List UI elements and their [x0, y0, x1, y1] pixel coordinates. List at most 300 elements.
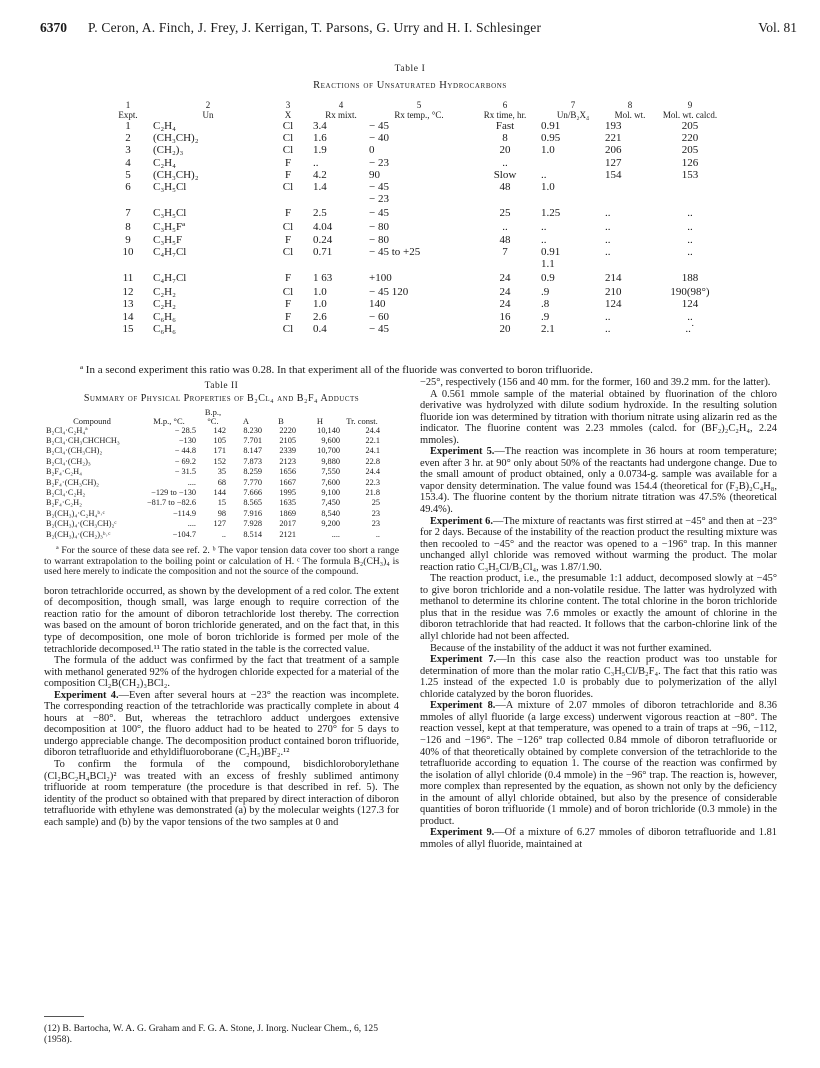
table1-cell: ..	[605, 310, 611, 323]
table2-cell: 152	[213, 456, 226, 466]
table2-cell: 9,880	[321, 456, 340, 466]
table2-cell: ..	[221, 529, 226, 539]
table1-cell: 127	[605, 156, 622, 169]
table1-cell: 1	[125, 120, 131, 132]
table2-cell: 2123	[279, 456, 296, 466]
table1-cell	[153, 258, 263, 270]
table2-cell: 2339	[279, 446, 296, 456]
experiment-5	[420, 446, 777, 515]
table2-cell: − 44.8	[174, 446, 196, 456]
table2-cell: B₂Cl₄·(CH₃CH)₂	[46, 446, 103, 456]
table1-cell: 193	[605, 120, 622, 132]
table1-cell: − 80	[369, 233, 389, 246]
table2	[44, 408, 382, 540]
table1-cell: 1.0	[541, 144, 555, 157]
table1-cell: 0.9	[541, 272, 555, 285]
table2-cell: −129 to −130	[151, 487, 196, 497]
table1-cell: 0.91	[541, 120, 561, 132]
table2-row	[44, 530, 382, 540]
table1-cell: Cl	[282, 144, 294, 157]
table1-cell: 0.71	[313, 245, 333, 258]
table1-cell: 124	[605, 298, 622, 311]
table2-cell: −114.9	[172, 508, 196, 518]
table1-label: Table I	[394, 64, 426, 74]
volume-label: Vol. 81	[758, 20, 797, 35]
table1-cell: C₆H₆	[153, 322, 176, 335]
table1-cell: Cl	[282, 120, 294, 132]
table1-column-number: 6	[502, 100, 508, 110]
table1-cell	[541, 157, 605, 169]
table1-cell: 1.0	[313, 286, 327, 299]
table1-cell	[469, 193, 541, 205]
table1-cell	[103, 193, 153, 205]
table1-cell	[605, 258, 655, 270]
table1-cell: 4	[125, 156, 131, 169]
table2-cell: 7.873	[243, 456, 262, 466]
table1-cell: 221	[605, 132, 622, 145]
table2-cell: 10,700	[317, 446, 340, 456]
table1-row	[103, 258, 725, 270]
table1-cell: 1 63	[313, 272, 333, 285]
experiment-5-label: Experiment 5.	[430, 446, 495, 458]
table2-row	[44, 426, 382, 436]
table1-cell: ..	[687, 221, 693, 234]
table1-cell: ..	[605, 322, 611, 335]
table1-cell: 2.5	[313, 207, 327, 220]
table1-cell: C₄H₇Cl	[153, 272, 187, 285]
table2-cell: − 69.2	[174, 456, 196, 466]
table1-cell: − 45	[369, 181, 389, 194]
table1-cell	[655, 181, 725, 193]
table1-cell: ..	[502, 156, 508, 169]
table1-cell: C₄H₇Cl	[153, 245, 187, 258]
table2-row	[44, 446, 382, 456]
table2-cell: 1635	[279, 498, 296, 508]
table2-row	[44, 467, 382, 477]
table1-cell: 90	[369, 168, 380, 181]
table2-cell: 9,600	[321, 435, 340, 445]
table1-cell: C₂H₂	[153, 298, 176, 311]
table1-cell: F	[284, 310, 292, 323]
table1-cell: ..	[605, 233, 611, 246]
table1-row	[103, 246, 725, 258]
table2-cell: ....	[331, 529, 340, 539]
experiment-6	[420, 516, 777, 574]
table2-cell: 144	[213, 487, 226, 497]
table2-cell: B₂F₄·C₂H₄	[46, 467, 83, 477]
table1-cell: Cl	[282, 132, 294, 145]
table2-cell: 7.666	[243, 487, 262, 497]
right-paragraph-3: The reaction product, i.e., the presumable 1:1 adduct, decomposed slowly at −45° to give boron trichloride and a non-volatile residue. The latter was hydrolyzed with methanol to determine its chlorine content. The total chlorine in the boron trichloride plus that in the residue was 7.6 mmoles or exactly the amount of chlorine in the diboron tetrachloride that had reacted. It follows that the carbon-chlorine link of the allyl chloride had not been affected.	[420, 573, 777, 643]
table1-cell: 1.1	[541, 258, 555, 271]
table1-column-number: 9	[687, 100, 693, 110]
table1-row	[103, 286, 725, 298]
table2-cell: B₂(CH₃)₄·(CH₂)₃ᵇ˒ᶜ	[46, 529, 111, 539]
table1-cell: 190(98°)	[670, 286, 710, 299]
table2-cell: 8.514	[243, 529, 262, 539]
table1-cell	[153, 193, 263, 205]
table1-cell: − 60	[369, 310, 389, 323]
table1-cell: ..	[687, 207, 693, 220]
table2-cell: 22.3	[365, 477, 380, 487]
table1-cell	[605, 193, 655, 205]
table1-column-number: 5	[416, 100, 422, 110]
table2-cell: − 28.5	[174, 425, 196, 435]
running-header	[40, 20, 797, 40]
table1-cell: C₆H₆	[153, 310, 176, 323]
page-number: 6370	[40, 20, 67, 35]
right-paragraph-2: A 0.561 mmole sample of the material obtained by fluorination of the chloro derivative was hydrolyzed with dilute sodium hydroxide. In the resulting solution fluoride ion was determined by titration with thorium nitrate using alizarin red as the indicator. The fluorine content was 2.23 mmoles (calcd. for (BF₂)₂C₂H₄, 2.24 mmoles).	[420, 388, 777, 446]
table1-cell: 6	[125, 181, 131, 194]
table2-row	[44, 498, 382, 508]
table2-cell: 2105	[279, 435, 296, 445]
table1-cell: ..	[541, 233, 547, 246]
table1-cell: C₂H₄	[153, 120, 176, 132]
table2-cell: B₂Cl₄·CH₃CHCHCH₃	[46, 435, 120, 445]
table1-cell: 1.9	[313, 144, 327, 157]
table2-row	[44, 488, 382, 498]
experiment-7-label: Experiment 7.	[430, 654, 497, 666]
table2-row	[44, 436, 382, 446]
table1-row	[103, 193, 725, 205]
table1-column-number: 1	[125, 100, 131, 110]
table1-cell: ..	[605, 245, 611, 258]
table1-cell: ..	[605, 221, 611, 234]
table1-cell: 24	[499, 286, 511, 299]
table1-row	[103, 221, 725, 233]
table1-cell: 2	[125, 132, 131, 145]
table1-cell: − 45 to +25	[369, 245, 421, 258]
experiment-9-text: —Of a mixture of 6.27 mmoles of diboron tetrafluoride and 1.81 mmoles of allyl fluoride, maintained at	[420, 827, 777, 850]
table1-cell: 7	[125, 207, 131, 220]
experiment-9-label: Experiment 9.	[430, 827, 495, 839]
table2-cell: ..	[375, 529, 380, 539]
table1-cell: 3	[125, 144, 131, 157]
table1-row	[103, 120, 725, 132]
table1-cell: ..	[541, 168, 547, 181]
table1-cell: .9	[541, 310, 550, 323]
table1-cell: 11	[122, 272, 134, 285]
right-paragraph-1: −25°, respectively (156 and 40 mm. for the former, 160 and 39.2 mm. for the latter).	[420, 377, 771, 388]
table2-cell: 105	[213, 435, 226, 445]
table1-cell: C₃H₅Cl	[153, 207, 187, 220]
table2-cell: − 31.5	[174, 467, 196, 477]
experiment-4	[44, 690, 399, 759]
table1-cell: 10	[122, 245, 134, 258]
table1-row	[103, 270, 725, 286]
table1-cell: .8	[541, 298, 550, 311]
table2-cell: B₂Cl₄·(CH₂)₃	[46, 456, 91, 466]
table1-cell: 24	[499, 298, 511, 311]
table1-row	[103, 157, 725, 169]
table1-cell: (CH₂)₃	[153, 144, 184, 157]
table1-cell: − 40	[369, 132, 389, 145]
table2-cell: 1869	[279, 508, 296, 518]
table2-cell: 2121	[279, 529, 296, 539]
table1-cell: 12	[122, 286, 134, 299]
table2-cell: B₂(CH₃)₄·(CH₃CH)₂ᶜ	[46, 519, 117, 529]
table1-cell: − 45	[369, 207, 389, 220]
table1-cell: +100	[369, 272, 392, 285]
table1-cell: 188	[681, 272, 699, 285]
table1-header-cell: Mol. wt.	[614, 110, 646, 120]
table2-title: Summary of Physical Properties of B₂Cl₄ and B₂F₄ Adducts	[83, 392, 360, 404]
table2-cell: 24.1	[365, 446, 380, 456]
table2-row	[44, 509, 382, 519]
table1-footnote: ª In a second experiment this ratio was 0.28. In that experiment all of the fluoride was converted to boron trifluoride.	[80, 364, 593, 376]
table1-cell: 1.6	[313, 132, 327, 145]
table1-cell: 126	[681, 156, 699, 169]
experiment-7-text: —In this case also the reaction product was too unstable for determination of more than the molar ratio C₃H₅Cl/B₂F₄. The fact that this ratio was 1.25 instead of the expected 1.0 is probably due to polymerization of the allyl chloride catalyzed by the boron fluorides.	[420, 654, 777, 700]
table1-cell: ..	[687, 233, 693, 246]
table1-cell: 15	[122, 322, 134, 335]
table2-cell: 7.928	[243, 519, 262, 529]
table1-cell: 0.95	[541, 132, 561, 145]
table2-cell: 7,600	[321, 477, 340, 487]
table1-cell: − 80	[369, 221, 389, 234]
experiment-4-text: —Even after several hours at −23° the reaction was incomplete. The corresponding reaction of the tetrachloride was practically complete in about 4 hours at −80°. But, whereas the tetrachloro adduct undergoes extensive decomposition at 100°, the fluoro adduct had to be heated to 270° for 5 days to undergo appreciable change. The decomposition product contained boron trifluoride, diboron tetrafluoride and ethyldifluoroborane (C₂H₅)BF₂.¹²	[44, 689, 399, 759]
table2-cell: 2017	[279, 519, 296, 529]
table1-cell: 1.0	[541, 181, 555, 194]
table1-cell: ..	[502, 221, 508, 234]
table1-cell: F	[284, 156, 292, 169]
table1-row	[103, 181, 725, 193]
table1-cell: 0.91	[541, 245, 561, 258]
table1-cell: 1.25	[541, 207, 561, 220]
table2-cell: 23	[371, 508, 380, 518]
right-column	[420, 377, 777, 850]
table1-cell: C₃H₅Cl	[153, 181, 187, 194]
table2-cell: 127	[213, 519, 226, 529]
experiment-8-label: Experiment 8.	[430, 700, 496, 712]
table2-cell: 9,200	[321, 519, 340, 529]
footnote-rule	[44, 1016, 84, 1017]
table1-cell: 8	[502, 132, 508, 145]
table2-cell: −104.7	[172, 529, 196, 539]
table1-cell: 140	[369, 298, 386, 311]
table1-cell	[263, 193, 313, 205]
table1-cell: 124	[681, 298, 699, 311]
table2-cell: 7.770	[243, 477, 262, 487]
table1-cell: C₃H₅F	[153, 233, 183, 246]
table1-row	[103, 144, 725, 156]
table1-cell: − 45 120	[369, 286, 409, 299]
table1-cell: ..	[605, 207, 611, 220]
table1-cell: (CH₃CH)₂	[153, 132, 199, 145]
table2-header-cell: Compound	[73, 415, 111, 426]
table1-column-number: 4	[338, 100, 344, 110]
table1-column-number: 8	[627, 100, 633, 110]
table2-cell: 24.4	[365, 467, 380, 477]
table1-row	[103, 323, 725, 335]
table1-cell: 1.0	[313, 298, 327, 311]
table1-cell: − 45	[369, 322, 389, 335]
table1-cell: − 23	[369, 193, 389, 206]
table1-column-number: 3	[285, 100, 291, 110]
table1-cell: C₃H₅Fª	[153, 221, 186, 234]
table1-cell: Cl	[282, 322, 294, 335]
table1-cell: 205	[681, 144, 699, 157]
table1-cell: 3.4	[313, 120, 327, 132]
table1-cell: − 45	[369, 120, 389, 132]
reference-12: (12) B. Bartocha, W. A. G. Graham and F. G. A. Stone, J. Inorg. Nuclear Chem., 6, 125 (1958).	[44, 1023, 378, 1045]
table1-cell: 5	[125, 168, 131, 181]
right-paragraph-4: Because of the instability of the adduct it was not further examined.	[430, 642, 712, 654]
experiment-6-label: Experiment 6.	[430, 515, 493, 527]
table1-title: Reactions of Unsaturated Hydrocarbons	[313, 80, 507, 91]
table1-row	[103, 234, 725, 246]
table1-row	[103, 132, 725, 144]
table2-cell: 7,450	[321, 498, 340, 508]
table2-cell: 10,140	[317, 425, 340, 435]
table1-cell: 13	[122, 298, 134, 311]
table2-cell: ....	[187, 519, 196, 529]
table1-cell	[655, 193, 725, 205]
table1-cell: Slow	[493, 168, 517, 181]
table1-cell: 214	[605, 272, 622, 285]
table1-cell: 210	[605, 286, 622, 299]
experiment-8-text: —A mixture of 2.07 mmoles of diboron tetrachloride and 8.36 mmoles of allyl fluoride (a large excess) underwent vigorous reaction at −80°. The reaction vessel, kept at that temperature, was opened to a train of traps at −96, −112, −126 and −196°. The −126° trap collected 0.84 mmole of diboron tetrafluoride or 40% of that theoretically obtained by complete conversion of the tetrachloride to the tetrafluoride according to equation 1. The course of the reaction was confirmed by the isolation of allyl chloride (0.4 mmole) in the −96° trap. The reaction is, however, more complex than represented by the equation, as shown not only by the deficiency in the amount of allyl chloride obtained, but also by the presence of considerable quantities of boron trifluoride (1 mmole) and of boron trichloride (0.3 mmole) in the product.	[420, 700, 777, 827]
table1-cell: 20	[499, 322, 511, 335]
table1-cell: 4.04	[313, 221, 333, 234]
table1-header-cell: Un	[202, 110, 214, 120]
table1-cell: 16	[499, 310, 511, 323]
table1-row	[103, 298, 725, 310]
table1-cell: 154	[605, 168, 622, 181]
table2-cell: 68	[217, 477, 226, 487]
table2-cell: 25	[371, 498, 380, 508]
table2-cell: 1667	[279, 477, 296, 487]
table1-cell: C₂H₂	[153, 286, 176, 299]
table2-cell: 15	[217, 498, 226, 508]
table2-cell: ....	[187, 477, 196, 487]
table1-cell: 2.6	[313, 310, 327, 323]
experiment-5-text: —The reaction was incomplete in 36 hours at room temperature; even after 3 hr. at 90° only about 50% of the reactants had undergone change. Due to the small amount of product obtained, only a 0.0734-g. sample was available for a vapor density determination. The value found was 154.4 (theoretical for (F₂B)₂C₄H₈, 153.4). The fluorine content by the thorium nitrate titration was 47.5% (theoretical 49.4%).	[420, 446, 777, 516]
table1-cell	[103, 258, 153, 270]
table1-cell: 220	[681, 132, 699, 145]
table1-cell: 0	[369, 144, 375, 157]
table1-cell: Cl	[282, 221, 294, 234]
table2-cell: 21.8	[365, 487, 380, 497]
left-paragraph-3: To confirm the formula of the compound, bisdichloroborylethane (Cl₂BC₂H₄BCl₂)² was treated with an excess of freshly sublimed antimony trifluoride at room temperature (the procedure is that described in ref. 5). The identity of the product so obtained with that prepared by direct interaction of diboron tetrafluoride with ethylene was demonstrated (a) by the molecular weights (127.3 for each sample) and (b) by the vapor tensions of the two samples at 0 and	[44, 759, 399, 828]
table1-cell: 205	[681, 120, 699, 132]
table1-cell: F	[284, 272, 292, 285]
table2-cell: 142	[213, 425, 226, 435]
table1-cell	[605, 181, 655, 193]
table1-cell	[541, 193, 605, 205]
table2-row	[44, 457, 382, 467]
table1-cell: ..	[687, 245, 693, 258]
table1-cell: 4.2	[313, 168, 327, 181]
table1-row	[103, 311, 725, 323]
table1-cell	[313, 193, 369, 205]
table1-cell: 48	[499, 233, 511, 246]
table1-cell: ..	[541, 221, 547, 234]
experiment-7	[420, 654, 777, 700]
table2-cell: 7,550	[321, 467, 340, 477]
table2-cell: 7.916	[243, 508, 262, 518]
left-paragraph-1: boron tetrachloride occurred, as shown by the development of a red color. The extent of decomposition, though small, was large enough to require correction of the reaction ratio for the amount of diboron tetrachloride lost thereby. The correction was based on the amount of boron trichloride generated, and on the fact that, in this type of decomposition, one mole of boron trichloride is formed per mole of the tetrachloride decomposed.¹¹ The ratio stated in the table is the corrected value.	[44, 585, 399, 655]
table1-cell	[369, 258, 469, 270]
table2-cell: 8.259	[243, 467, 262, 477]
table2-cell: 24.4	[365, 425, 380, 435]
table2-cell: 8.230	[243, 425, 262, 435]
table1-header-cell: Rx temp., °C.	[394, 110, 444, 120]
left-column	[44, 381, 399, 828]
table2-header-cell: B	[278, 415, 284, 426]
experiment-6-text: —The mixture of reactants was first stirred at −45° and then at −23° for 2 days. Because of the instability of the reaction product the resulting mixture was then recooled to −45° and the reactor was opened to a −196° trap. In this manner unchanged allyl chloride was removed without warming the product. The molar reaction ratio C₃H₅Cl/B₂Cl₄, was 1.87/1.90.	[420, 515, 777, 573]
table1-cell: ..˙	[685, 322, 695, 335]
table1-cell: Cl	[282, 286, 294, 299]
table2-cell: 7.701	[243, 435, 262, 445]
table2-cell: 35	[217, 467, 226, 477]
table2-cell: 9,100	[321, 487, 340, 497]
table2-cell: 22.1	[365, 435, 380, 445]
experiment-8	[420, 700, 777, 827]
table1-cell: 153	[681, 168, 699, 181]
table1-cell: 206	[605, 144, 622, 157]
table1-cell: 0.4	[313, 322, 327, 335]
table2-header-cell: A	[242, 415, 250, 426]
table2-footnote: ª For the source of these data see ref. 2. ᵇ The vapor tension data cover too short a range to warrant extrapolation to the boiling point or calculation of H. ᶜ The formula B₂(CH₃)₄ is used here merely to indicate the composition and not the source of the compound.	[44, 545, 399, 578]
table2-cell: 8.147	[243, 446, 262, 456]
table1-cell: F	[284, 298, 292, 311]
experiment-9	[420, 827, 777, 850]
table2-cell: B₂F₄·C₂H₂	[46, 498, 83, 508]
table1-cell: Cl	[282, 245, 294, 258]
table2-label: Table II	[204, 381, 239, 391]
table1-cell	[469, 258, 541, 270]
table2-cell: B₂Cl₄·C₂H₂	[46, 487, 86, 497]
table1-cell: 14	[122, 310, 134, 323]
table1-cell: ..	[687, 310, 693, 323]
table2-header-cell: H	[316, 415, 324, 426]
table1-header-cell: Mol. wt. calcd.	[662, 110, 718, 120]
table1-cell: 9	[125, 233, 131, 246]
table1-cell: 7	[502, 245, 508, 258]
table2-cell: B₂Cl₄·C₂H₄ª	[46, 425, 88, 435]
table1-header-cell: Expt.	[118, 110, 138, 120]
table1-cell: 8	[125, 221, 131, 234]
table1-cell: Fast	[495, 120, 515, 132]
table1-cell: .9	[541, 286, 550, 299]
table2-cell: B₂(CH₃)₄·C₂H₄ᵇ˒ᶜ	[46, 508, 105, 518]
table1-header-row	[103, 110, 725, 120]
table1-row	[103, 205, 725, 221]
left-paragraph-2: The formula of the adduct was confirmed by the fact that treatment of a sample with methanol generated 92% of the hydrogen chloride expected for a material of the composition Cl₂B(CH₂)₃BCl₂.	[44, 655, 399, 690]
table1-cell	[655, 258, 725, 270]
table2-cell: −130	[178, 435, 196, 445]
table1-cell: 2.1	[541, 322, 555, 335]
table2-cell: 8,540	[321, 508, 340, 518]
table2-cell: 1995	[279, 487, 296, 497]
table1-header-cell: X	[284, 110, 292, 120]
table1-cell: 1.4	[313, 181, 327, 194]
table2-header-cell: Tr. const.	[346, 415, 378, 426]
table1-cell: 48	[499, 181, 511, 194]
table2-row	[44, 478, 382, 488]
table2-cell: 22.8	[365, 456, 380, 466]
table1-header-cell: Un/B₂X₄	[556, 110, 590, 120]
table2-header-cell: B.p., °C.	[204, 406, 222, 426]
table2-cell: −81.7 to −82.6	[147, 498, 196, 508]
author-line: P. Ceron, A. Finch, J. Frey, J. Kerrigan, T. Parsons, G. Urry and H. I. Schlesinger	[88, 20, 542, 35]
table1-cell: ..	[313, 156, 319, 169]
table2-cell: 2220	[279, 425, 296, 435]
table2-header-cell: M.p., °C.	[153, 415, 185, 426]
table2-cell: 1656	[279, 467, 296, 477]
table1-cell: C₂H₄	[153, 156, 176, 169]
